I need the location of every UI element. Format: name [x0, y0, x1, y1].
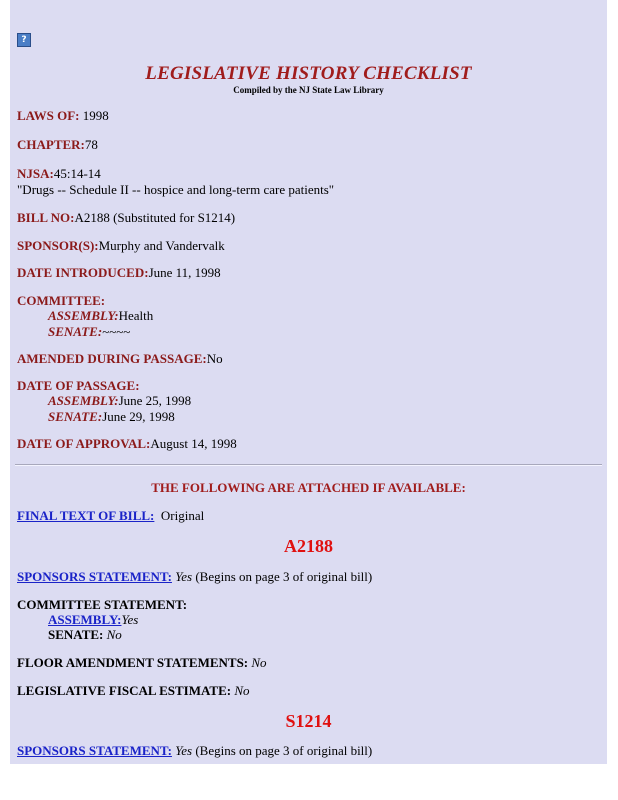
s1214-sponsors-row	[17, 743, 372, 759]
laws-of-value: 1998	[82, 108, 109, 123]
committee-senate-label: SENATE:	[48, 324, 103, 339]
final-text-link[interactable]: FINAL TEXT OF BILL:	[17, 508, 155, 523]
njsa-description: "Drugs -- Schedule II -- hospice and long-term care patients"	[17, 182, 335, 197]
chapter-row	[17, 137, 98, 153]
attached-heading: THE FOLLOWING ARE ATTACHED IF AVAILABLE:	[151, 480, 466, 495]
date-of-approval-label: DATE OF APPROVAL:	[17, 436, 151, 451]
a2188-fiscal-answer: No	[234, 683, 250, 698]
a2188-floor-label: FLOOR AMENDMENT STATEMENTS:	[17, 655, 249, 670]
committee-label: COMMITTEE:	[17, 293, 106, 308]
njsa-row	[17, 166, 101, 182]
a2188-sponsors-link[interactable]: SPONSORS STATEMENT:	[17, 569, 172, 584]
page-title: LEGISLATIVE HISTORY CHECKLIST	[145, 63, 472, 84]
bill-no-row	[17, 210, 235, 226]
njsa-value: 45:14-14	[53, 166, 101, 181]
s1214-sponsors-note: (Begins on page 3 of original bill)	[195, 743, 373, 758]
horizontal-divider	[15, 464, 602, 466]
s1214-sponsors-link[interactable]: SPONSORS STATEMENT:	[17, 743, 172, 758]
bill-no-value: A2188 (Substituted for S1214)	[74, 210, 236, 225]
chapter-value: 78	[84, 137, 98, 152]
committee-senate-value: ~~~~	[102, 324, 131, 339]
document-page	[10, 0, 607, 764]
chapter-label: CHAPTER:	[17, 137, 85, 152]
sponsors-label: SPONSOR(S):	[17, 238, 99, 253]
njsa-label: NJSA:	[17, 166, 54, 181]
amended-row	[17, 351, 223, 367]
date-of-passage-label: DATE OF PASSAGE:	[17, 378, 140, 393]
committee-senate-row	[48, 324, 130, 340]
final-text-value: Original	[160, 508, 205, 523]
a2188-fiscal-label: LEGISLATIVE FISCAL ESTIMATE:	[17, 683, 232, 698]
a2188-sponsors-answer: Yes	[175, 569, 193, 584]
passage-senate-label: SENATE:	[48, 409, 103, 424]
date-of-approval-value: August 14, 1998	[150, 436, 237, 451]
a2188-fiscal-row	[17, 683, 250, 699]
date-introduced-label: DATE INTRODUCED:	[17, 265, 149, 280]
help-icon[interactable]: ?	[17, 33, 31, 47]
date-introduced-value: June 11, 1998	[148, 265, 221, 280]
bill-heading-a2188: A2188	[284, 536, 333, 556]
a2188-assembly-link[interactable]: ASSEMBLY:	[48, 612, 122, 627]
date-introduced-row	[17, 265, 221, 281]
a2188-floor-row	[17, 655, 267, 671]
a2188-sponsors-row	[17, 569, 372, 585]
bill-heading-s1214: S1214	[285, 711, 332, 731]
passage-assembly-value: June 25, 1998	[118, 393, 192, 408]
sponsors-value: Murphy and Vandervalk	[98, 238, 225, 253]
amended-label: AMENDED DURING PASSAGE:	[17, 351, 207, 366]
s1214-sponsors-answer: Yes	[175, 743, 193, 758]
passage-senate-value: June 29, 1998	[102, 409, 175, 424]
committee-assembly-label: ASSEMBLY:	[48, 308, 119, 323]
date-of-approval-row	[17, 436, 237, 452]
a2188-assembly-answer: Yes	[121, 612, 139, 627]
amended-value: No	[206, 351, 223, 366]
a2188-senate-label: SENATE:	[48, 627, 104, 642]
passage-senate-row	[48, 409, 175, 425]
a2188-sponsors-note: (Begins on page 3 of original bill)	[195, 569, 373, 584]
a2188-senate-answer: No	[106, 627, 122, 642]
laws-of-label: LAWS OF:	[17, 108, 80, 123]
a2188-committee-assembly-row	[48, 612, 138, 628]
passage-assembly-row	[48, 393, 191, 409]
bill-no-label: BILL NO:	[17, 210, 75, 225]
final-text-row	[17, 508, 204, 524]
laws-of-row	[17, 108, 109, 124]
committee-assembly-value: Health	[118, 308, 154, 323]
a2188-committee-label: COMMITTEE STATEMENT:	[17, 597, 188, 612]
page-subtitle: Compiled by the NJ State Law Library	[233, 85, 384, 95]
passage-assembly-label: ASSEMBLY:	[48, 393, 119, 408]
a2188-floor-answer: No	[251, 655, 267, 670]
committee-assembly-row	[48, 308, 153, 324]
a2188-committee-senate-row	[48, 627, 122, 643]
sponsors-row	[17, 238, 225, 254]
